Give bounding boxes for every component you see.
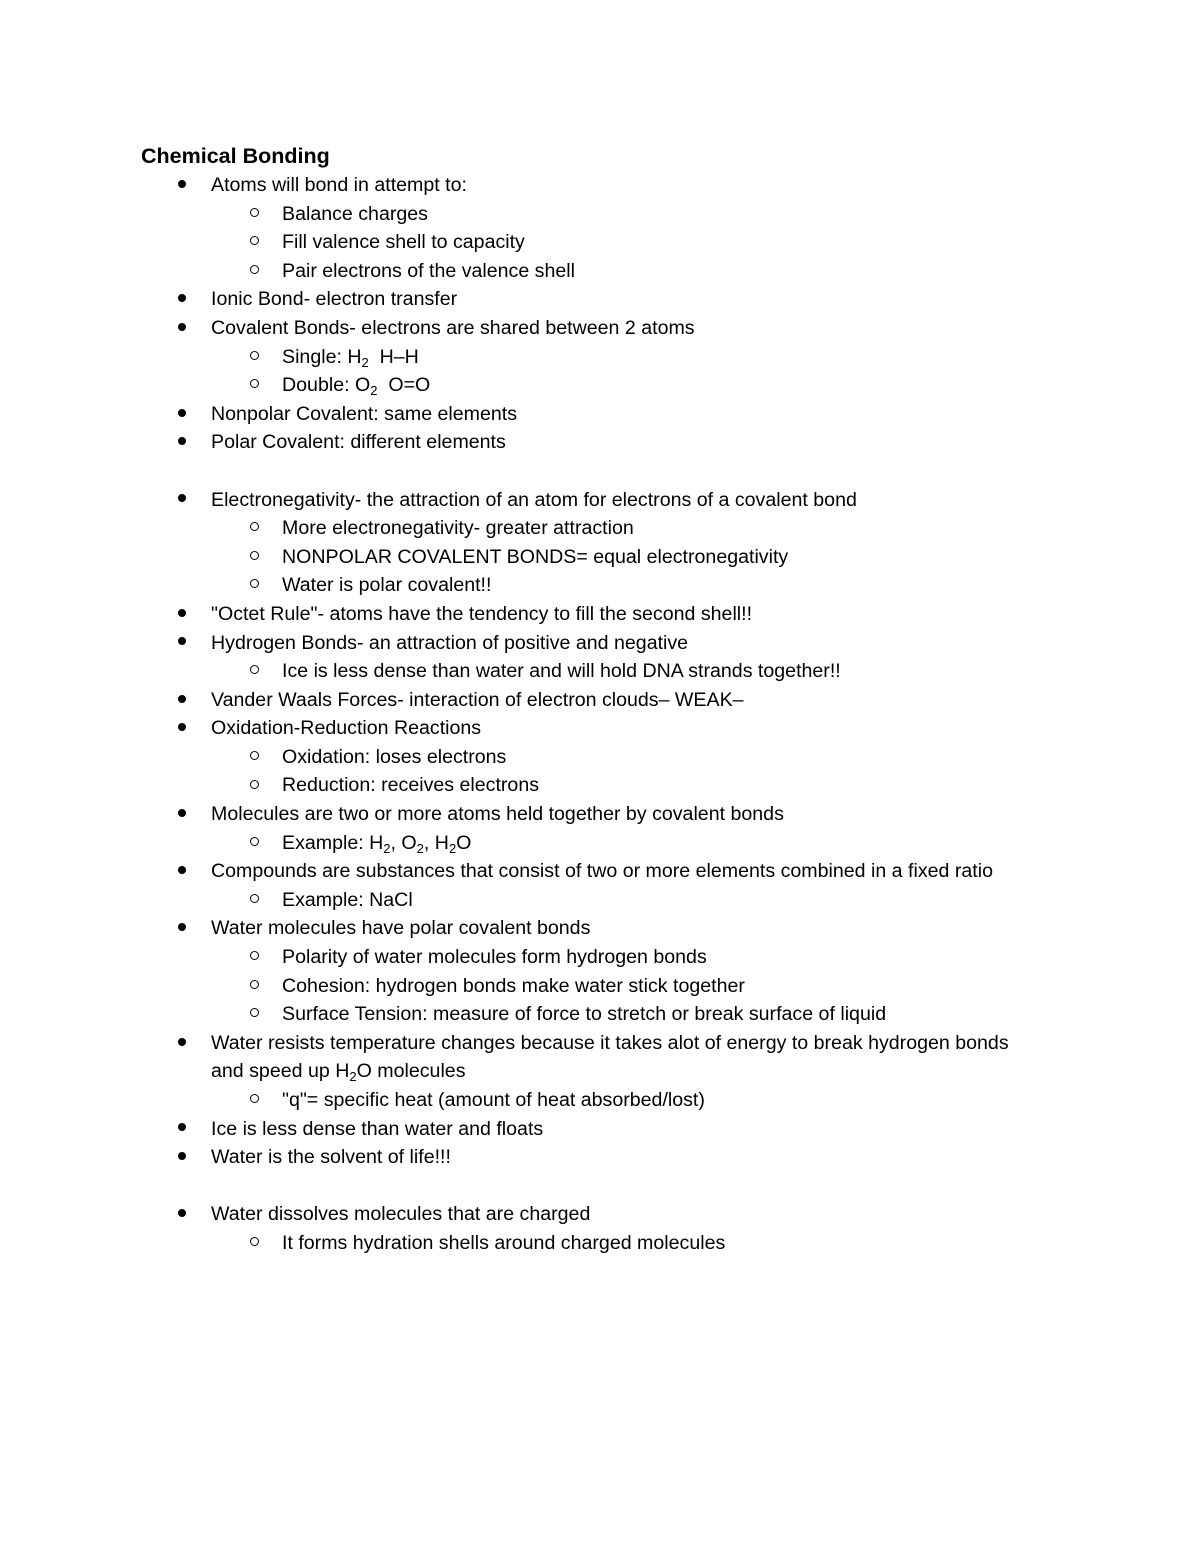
sub-bullet-item: [0, 1229, 1200, 1258]
item-text: Example: NaCl: [282, 888, 413, 911]
sub-bullet-item: [0, 257, 1200, 286]
sub-bullet-item: [0, 657, 1200, 686]
hollow-bullet-icon: [250, 743, 259, 772]
hollow-bullet-icon: [250, 771, 259, 800]
hollow-bullet-icon: [250, 543, 259, 572]
item-text: Ice is less dense than water and floats: [211, 1117, 544, 1140]
text-run: Example: H: [282, 831, 384, 854]
filled-bullet-icon: [178, 400, 186, 429]
item-text: "q"= specific heat (amount of heat absorbed/lost): [282, 1089, 705, 1111]
filled-bullet-icon: [178, 1143, 186, 1172]
item-text: Electronegativity- the attraction of an atom for electrons of a covalent bond: [211, 488, 857, 511]
sub-bullet-item: [0, 200, 1200, 229]
subscript: 2: [416, 840, 424, 856]
bullet-item: [0, 1029, 1200, 1086]
bullet-item: [0, 428, 1200, 457]
item-text: Atoms will bond in attempt to:: [211, 174, 467, 196]
item-text: Covalent Bonds- electrons are shared between 2 atoms: [211, 316, 695, 339]
filled-bullet-icon: [178, 314, 186, 343]
item-text: More electronegativity- greater attraction: [282, 517, 634, 540]
item-text: Nonpolar Covalent: same elements: [211, 402, 518, 425]
item-text: Molecules are two or more atoms held together by covalent bonds: [211, 803, 784, 826]
item-text: Balance charges: [282, 202, 428, 225]
item-text: "Octet Rule"- atoms have the tendency to fill the second shell!!: [211, 602, 753, 625]
sub-bullet-item: [0, 371, 1200, 400]
hollow-bullet-icon: [250, 200, 259, 229]
sub-bullet-item: [0, 571, 1200, 600]
filled-bullet-icon: [178, 171, 186, 200]
hollow-bullet-icon: [250, 886, 259, 915]
filled-bullet-icon: [178, 686, 186, 715]
text-run: Water resists temperature changes because it takes alot of energy to break hydrogen bonds and speed up H: [211, 1031, 1015, 1083]
sub-bullet-item: [0, 543, 1200, 572]
text-run: O: [456, 831, 472, 854]
filled-bullet-icon: [178, 1029, 186, 1058]
item-text: Polar Covalent: different elements: [211, 431, 506, 454]
sub-bullet-item: [0, 829, 1200, 858]
item-text: It forms hydration shells around charged molecules: [282, 1231, 726, 1254]
bullet-item: [0, 1200, 1200, 1229]
item-text: Water dissolves molecules that are charged: [211, 1203, 591, 1226]
item-text: [282, 374, 431, 399]
item-text: Water is the solvent of life!!!: [211, 1146, 451, 1169]
filled-bullet-icon: [178, 714, 186, 743]
text-run: , H: [423, 831, 449, 854]
bullet-item: [0, 486, 1200, 515]
subscript: 2: [383, 840, 391, 856]
sub-bullet-item: [0, 1000, 1200, 1029]
filled-bullet-icon: [178, 285, 186, 314]
hollow-bullet-icon: [250, 1000, 259, 1029]
item-text: Water molecules have polar covalent bonds: [211, 917, 591, 940]
hollow-bullet-icon: [250, 257, 259, 286]
item-text: [211, 1032, 1014, 1083]
bullet-item: [0, 600, 1200, 629]
bullet-item: [0, 1115, 1200, 1144]
item-text: Compounds are substances that consist of two or more elements combined in a fixed ratio: [211, 860, 993, 883]
item-text: NONPOLAR COVALENT BONDS= equal electronegativity: [282, 545, 789, 568]
sub-bullet-item: [0, 228, 1200, 257]
item-text: Polarity of water molecules form hydrogen bonds: [282, 946, 707, 969]
sub-bullet-item: [0, 943, 1200, 972]
page-title: Chemical Bonding: [141, 144, 330, 168]
sub-bullet-item: [0, 1086, 1200, 1115]
filled-bullet-icon: [178, 629, 186, 658]
item-text: Ice is less dense than water and will hold DNA strands together!!: [282, 660, 841, 683]
item-text: Vander Waals Forces- interaction of electron clouds– WEAK–: [211, 688, 744, 711]
sub-bullet-item: [0, 514, 1200, 543]
hollow-bullet-icon: [250, 1229, 259, 1258]
bullet-list: [0, 171, 1200, 1258]
bullet-item: [0, 285, 1200, 314]
hollow-bullet-icon: [250, 343, 259, 372]
item-text: Oxidation-Reduction Reactions: [211, 717, 482, 740]
bullet-item: [0, 629, 1200, 658]
item-text: Hydrogen Bonds- an attraction of positive and negative: [211, 631, 689, 654]
text-run: H–H: [368, 345, 419, 368]
sub-bullet-item: [0, 771, 1200, 800]
bullet-item: [0, 1143, 1200, 1172]
text-run: O=O: [377, 374, 431, 397]
item-text: Reduction: receives electrons: [282, 774, 540, 797]
item-text: Pair electrons of the valence shell: [282, 259, 575, 282]
sub-bullet-item: [0, 972, 1200, 1001]
bullet-item: [0, 800, 1200, 829]
subscript: 2: [370, 383, 378, 399]
filled-bullet-icon: [178, 800, 186, 829]
bullet-item: [0, 914, 1200, 943]
bullet-item: [0, 171, 1200, 200]
item-text: Water is polar covalent!!: [282, 574, 492, 597]
bullet-item: [0, 400, 1200, 429]
bullet-item: [0, 857, 1200, 886]
item-text: Oxidation: loses electrons: [282, 745, 507, 768]
bullet-item: [0, 686, 1200, 715]
item-text: [282, 346, 419, 368]
hollow-bullet-icon: [250, 829, 259, 858]
filled-bullet-icon: [178, 1115, 186, 1144]
sub-bullet-item: [0, 343, 1200, 372]
item-text: [282, 832, 471, 854]
subscript: 2: [349, 1069, 357, 1085]
text-run: O molecules: [356, 1060, 466, 1083]
item-text: Ionic Bond- electron transfer: [211, 288, 458, 311]
hollow-bullet-icon: [250, 972, 259, 1001]
filled-bullet-icon: [178, 914, 186, 943]
filled-bullet-icon: [178, 486, 186, 515]
subscript: 2: [361, 354, 369, 370]
subscript: 2: [448, 840, 457, 856]
text-run: Double: O: [282, 374, 371, 397]
text-run: , O: [390, 831, 417, 854]
filled-bullet-icon: [178, 600, 186, 629]
hollow-bullet-icon: [250, 514, 259, 543]
bullet-item: [0, 714, 1200, 743]
hollow-bullet-icon: [250, 371, 259, 400]
filled-bullet-icon: [178, 1200, 186, 1229]
hollow-bullet-icon: [250, 1086, 259, 1115]
sub-bullet-item: [0, 743, 1200, 772]
item-text: Fill valence shell to capacity: [282, 231, 525, 254]
hollow-bullet-icon: [250, 571, 259, 600]
hollow-bullet-icon: [250, 228, 259, 257]
text-run: Single: H: [282, 345, 362, 368]
sub-bullet-item: [0, 886, 1200, 915]
bullet-item: [0, 314, 1200, 343]
filled-bullet-icon: [178, 428, 186, 457]
hollow-bullet-icon: [250, 657, 259, 686]
filled-bullet-icon: [178, 857, 186, 886]
hollow-bullet-icon: [250, 943, 259, 972]
item-text: Cohesion: hydrogen bonds make water stick together: [282, 974, 745, 997]
item-text: Surface Tension: measure of force to stretch or break surface of liquid: [282, 1003, 887, 1026]
